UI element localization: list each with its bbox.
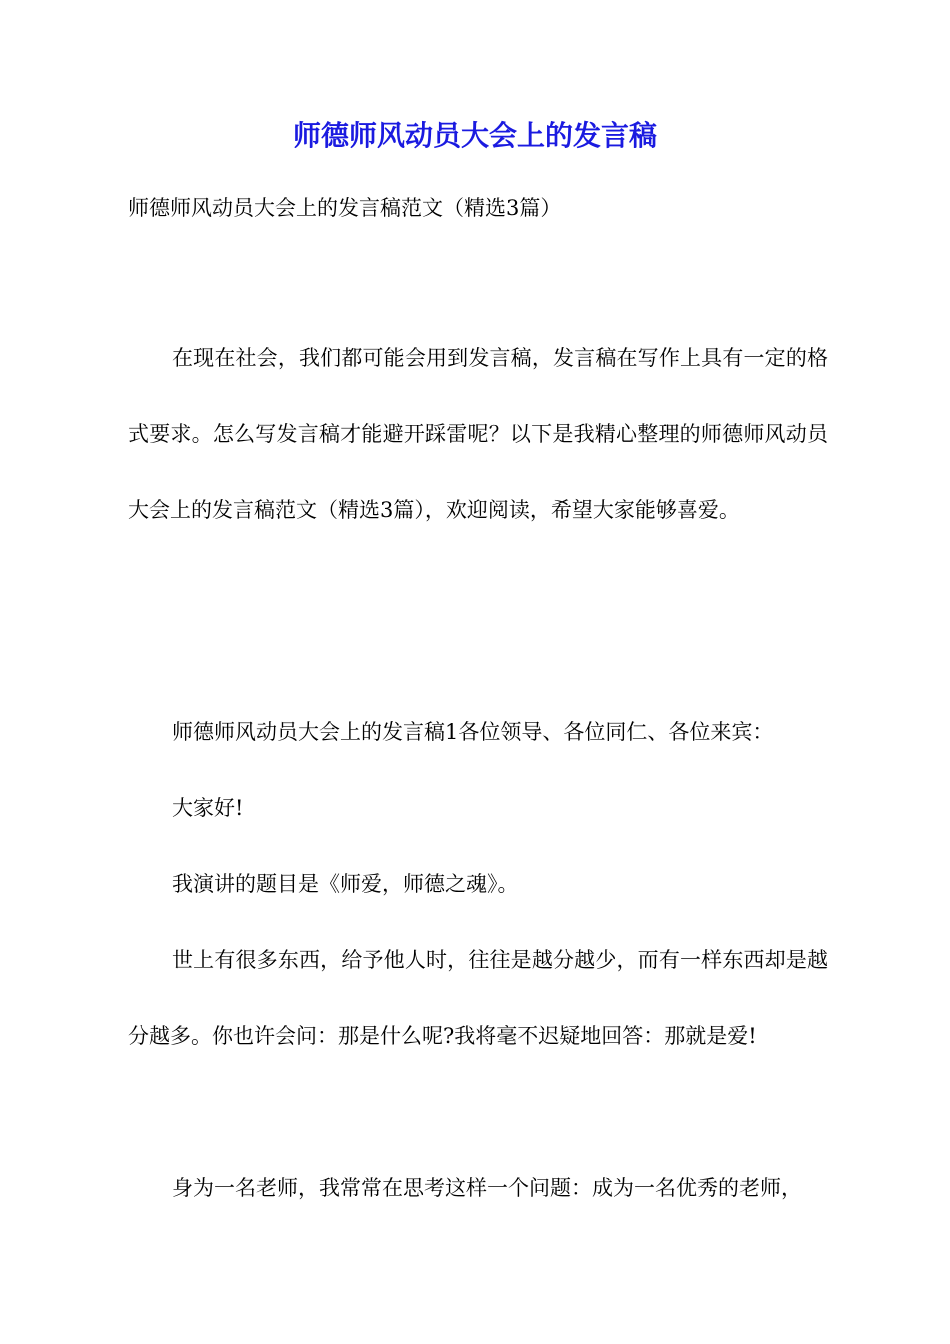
document-subtitle: 师德师风动员大会上的发言稿范文（精选3篇） — [128, 196, 562, 220]
teacher-paragraph: 身为一名老师，我常常在思考这样一个问题：成为一名优秀的老师， — [172, 1176, 802, 1200]
speech-topic-paragraph: 我演讲的题目是《师爱，师德之魂》。 — [172, 872, 519, 896]
speech-salutation-paragraph: 师德师风动员大会上的发言稿1各位领导、各位同仁、各位来宾： — [172, 720, 774, 744]
intro-paragraph: 在现在社会，我们都可能会用到发言稿，发言稿在写作上具有一定的格式要求。怎么写发言稿才能避开踩雷呢？以下是我精心整理的师德师风动员大会上的发言稿范文（精选3篇），欢迎阅读，希望大家能够喜爱。 — [128, 346, 828, 522]
greeting-paragraph: 大家好! — [172, 796, 244, 820]
love-paragraph: 世上有很多东西，给予他人时，往往是越分越少，而有一样东西却是越分越多。你也许会问：那是什么呢?我将毫不迟疑地回答：那就是爱! — [128, 948, 828, 1048]
document-title: 师德师风动员大会上的发言稿 — [292, 119, 657, 152]
